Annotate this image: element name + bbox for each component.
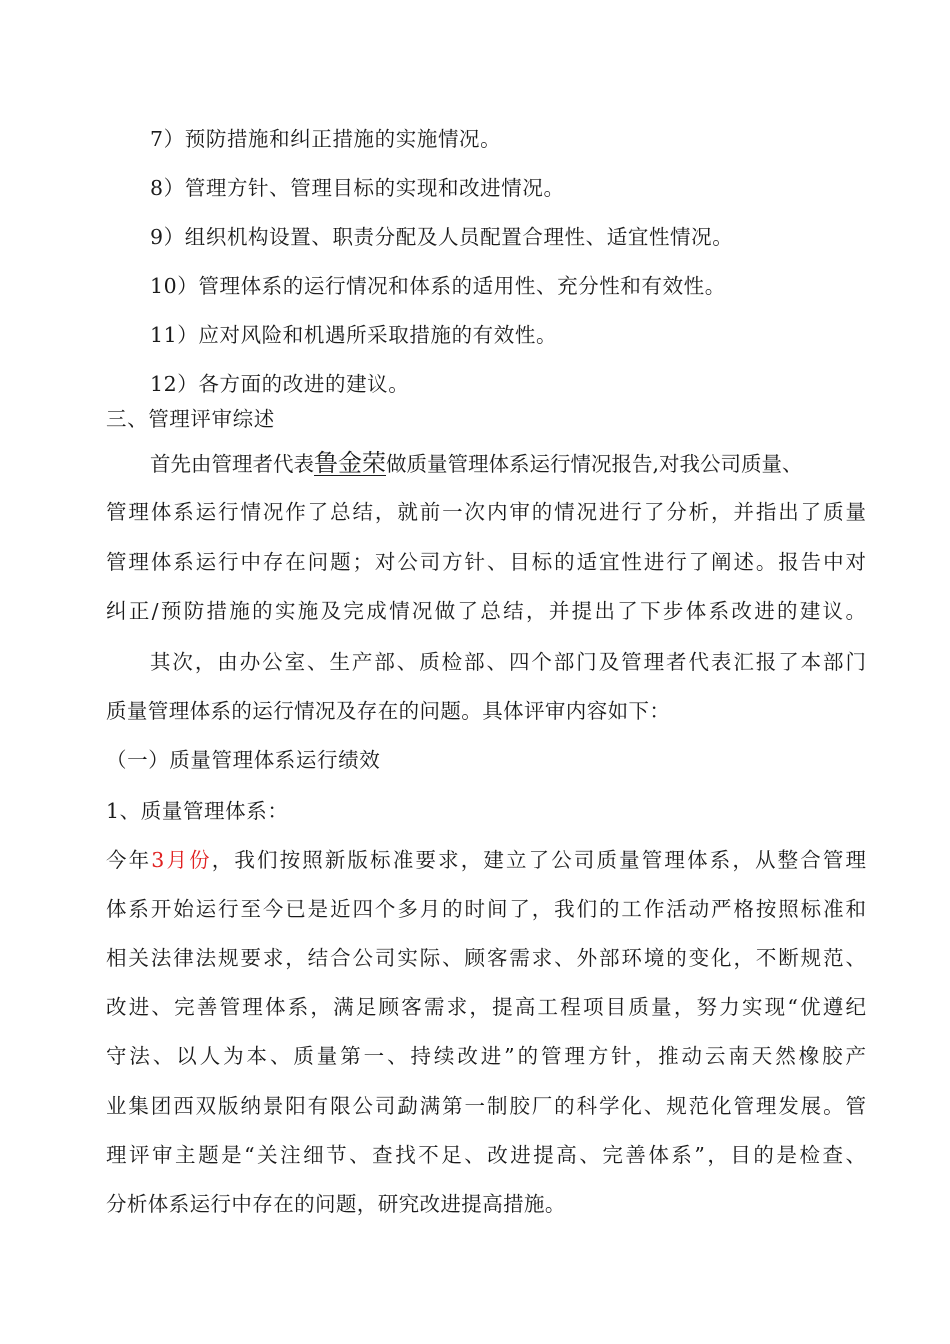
paragraph-3-line-7: 理评审主题是“关注细节、查找不足、改进提高、完善体系”，目的是检查、 xyxy=(106,1143,866,1167)
year-text: 今年 xyxy=(106,848,152,872)
section-heading-review-summary: 三、管理评审综述 xyxy=(106,407,275,431)
paragraph-2-line-2: 质量管理体系的运行情况及存在的问题。具体评审内容如下： xyxy=(106,699,671,723)
paragraph-1-line-2: 管理体系运行情况作了总结，就前一次内审的情况进行了分析，并指出了质量 xyxy=(106,500,866,524)
list-item-10: 10）管理体系的运行情况和体系的适用性、充分性和有效性。 xyxy=(150,274,726,298)
subheading-qms-performance: （一）质量管理体系运行绩效 xyxy=(106,748,381,772)
paragraph-3-line-8: 分析体系运行中存在的问题，研究改进提高措施。 xyxy=(106,1192,566,1216)
establish-text: ，我们按照新版标准要求，建立了公司质量管理体系，从整合管理 xyxy=(211,848,867,872)
list-item-12: 12）各方面的改进的建议。 xyxy=(150,372,410,396)
paragraph-3-line-4: 改进、完善管理体系，满足顾客需求，提高工程项目质量，努力实现“优遵纪 xyxy=(106,995,866,1019)
list-item-7: 7）预防措施和纠正措施的实施情况。 xyxy=(150,127,502,151)
paragraph-3-line-6: 业集团西双版纳景阳有限公司勐满第一制胶厂的科学化、规范化管理发展。管 xyxy=(106,1094,866,1118)
paragraph-1-line-4: 纠正/预防措施的实施及完成情况做了总结，并提出了下步体系改进的建议。 xyxy=(106,599,866,623)
paragraph-3-line-3: 相关法律法规要求，结合公司实际、顾客需求、外部环境的变化，不断规范、 xyxy=(106,946,866,970)
paragraph-3-line-2: 体系开始运行至今已是近四个多月的时间了，我们的工作活动严格按照标准和 xyxy=(106,897,866,921)
list-item-9: 9）组织机构设置、职责分配及人员配置合理性、适宜性情况。 xyxy=(150,225,734,249)
paragraph-3-line-5: 守法、以人为本、质量第一、持续改进”的管理方针，推动云南天然橡胶产 xyxy=(106,1044,866,1068)
paragraph-3-line-1 xyxy=(106,846,866,874)
paragraph-1-line-1 xyxy=(150,449,866,478)
month-highlight: 3月份 xyxy=(151,848,212,872)
management-rep-name: 鲁金荣 xyxy=(314,449,386,477)
paragraph-2-line-1: 其次，由办公室、生产部、质检部、四个部门及管理者代表汇报了本部门 xyxy=(150,650,866,674)
report-text: 做质量管理体系运行情况报告,对我公司质量、 xyxy=(386,452,803,476)
paragraph-1-line-3: 管理体系运行中存在问题；对公司方针、目标的适宜性进行了阐述。报告中对 xyxy=(106,550,866,574)
rep-intro-text: 首先由管理者代表 xyxy=(150,452,314,476)
subheading-qms: 1、质量管理体系： xyxy=(106,799,289,823)
list-item-11: 11）应对风险和机遇所采取措施的有效性。 xyxy=(150,323,558,347)
list-item-8: 8）管理方针、管理目标的实现和改进情况。 xyxy=(150,176,565,200)
